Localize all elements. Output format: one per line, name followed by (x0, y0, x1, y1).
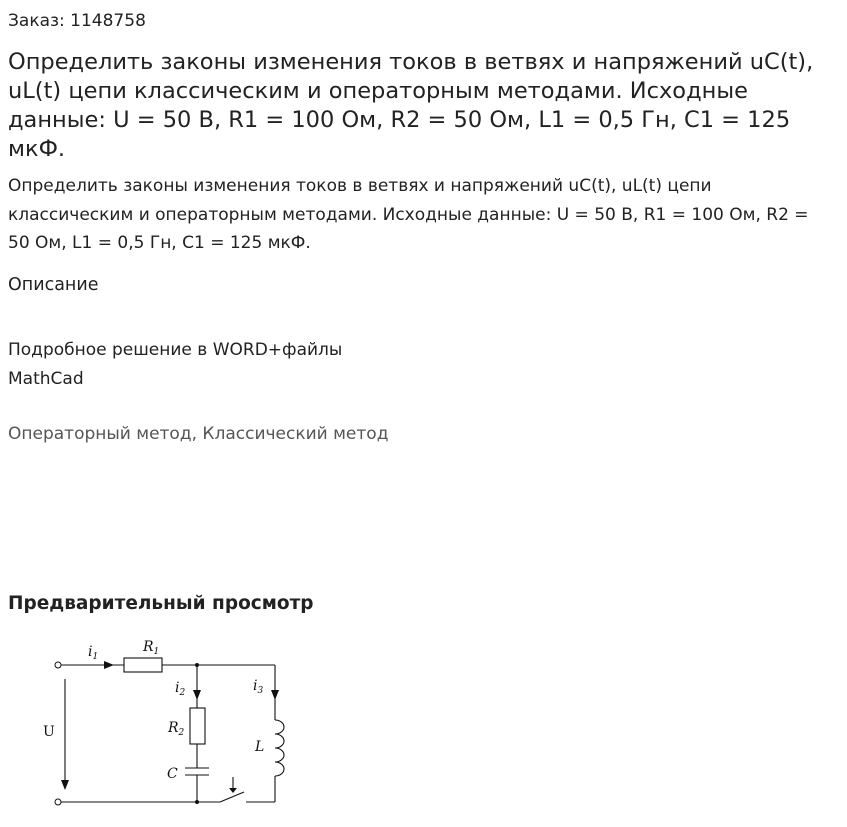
current-arrow-i1 (104, 661, 114, 669)
resistor-r1 (124, 658, 162, 672)
current-arrow-i2 (193, 690, 201, 700)
switch-arrow-head (229, 788, 237, 793)
inductor-l (275, 720, 284, 776)
order-number: Заказ: 1148758 (8, 11, 146, 31)
voltage-arrow-head (61, 780, 69, 790)
description-label: Описание (8, 275, 99, 295)
task-summary: Определить законы изменения токов в ветвях и напряжений uC(t), uL(t) цепи классическим и операторным методами. Исходные данные: U = 50 В, R1 = 100 Ом, R2 = 50 Ом, L1 = 0,5 Гн, C1 = 125 мкФ. (8, 176, 809, 253)
label-i2: $i_2$ (175, 680, 186, 698)
label-i3: $i_3$ (253, 678, 264, 696)
label-u: U (43, 724, 55, 740)
description-text (8, 336, 408, 393)
description-line-2: MathCad (8, 368, 84, 389)
task-title: Определить законы изменения токов в ветвях и напряжений uC(t), uL(t) цепи классическим и операторным методами. Исходные данные: U = 50 В, R1 = 100 Ом, R2 = 50 Ом, L1 = 0,5 Гн, C1 = 125 мкФ. (8, 49, 814, 162)
tag-list: Операторный метод, Классический метод (8, 424, 389, 444)
preview-heading: Предварительный просмотр (8, 593, 314, 614)
terminal-top (55, 662, 61, 668)
label-r2: $R_2$ (168, 720, 185, 738)
terminal-bottom (55, 799, 61, 805)
resistor-r2 (190, 708, 205, 744)
switch-blade (220, 792, 244, 802)
circuit-diagram (32, 632, 292, 812)
label-c: C (167, 766, 178, 782)
junction-top (195, 663, 199, 667)
label-l: L (255, 739, 265, 755)
junction-bottom (195, 800, 199, 804)
description-line-1: Подробное решение в WORD+файлы (8, 340, 343, 360)
current-arrow-i3 (271, 690, 279, 700)
label-i1: $i_1$ (88, 644, 99, 662)
label-r1: $R_1$ (143, 639, 160, 657)
